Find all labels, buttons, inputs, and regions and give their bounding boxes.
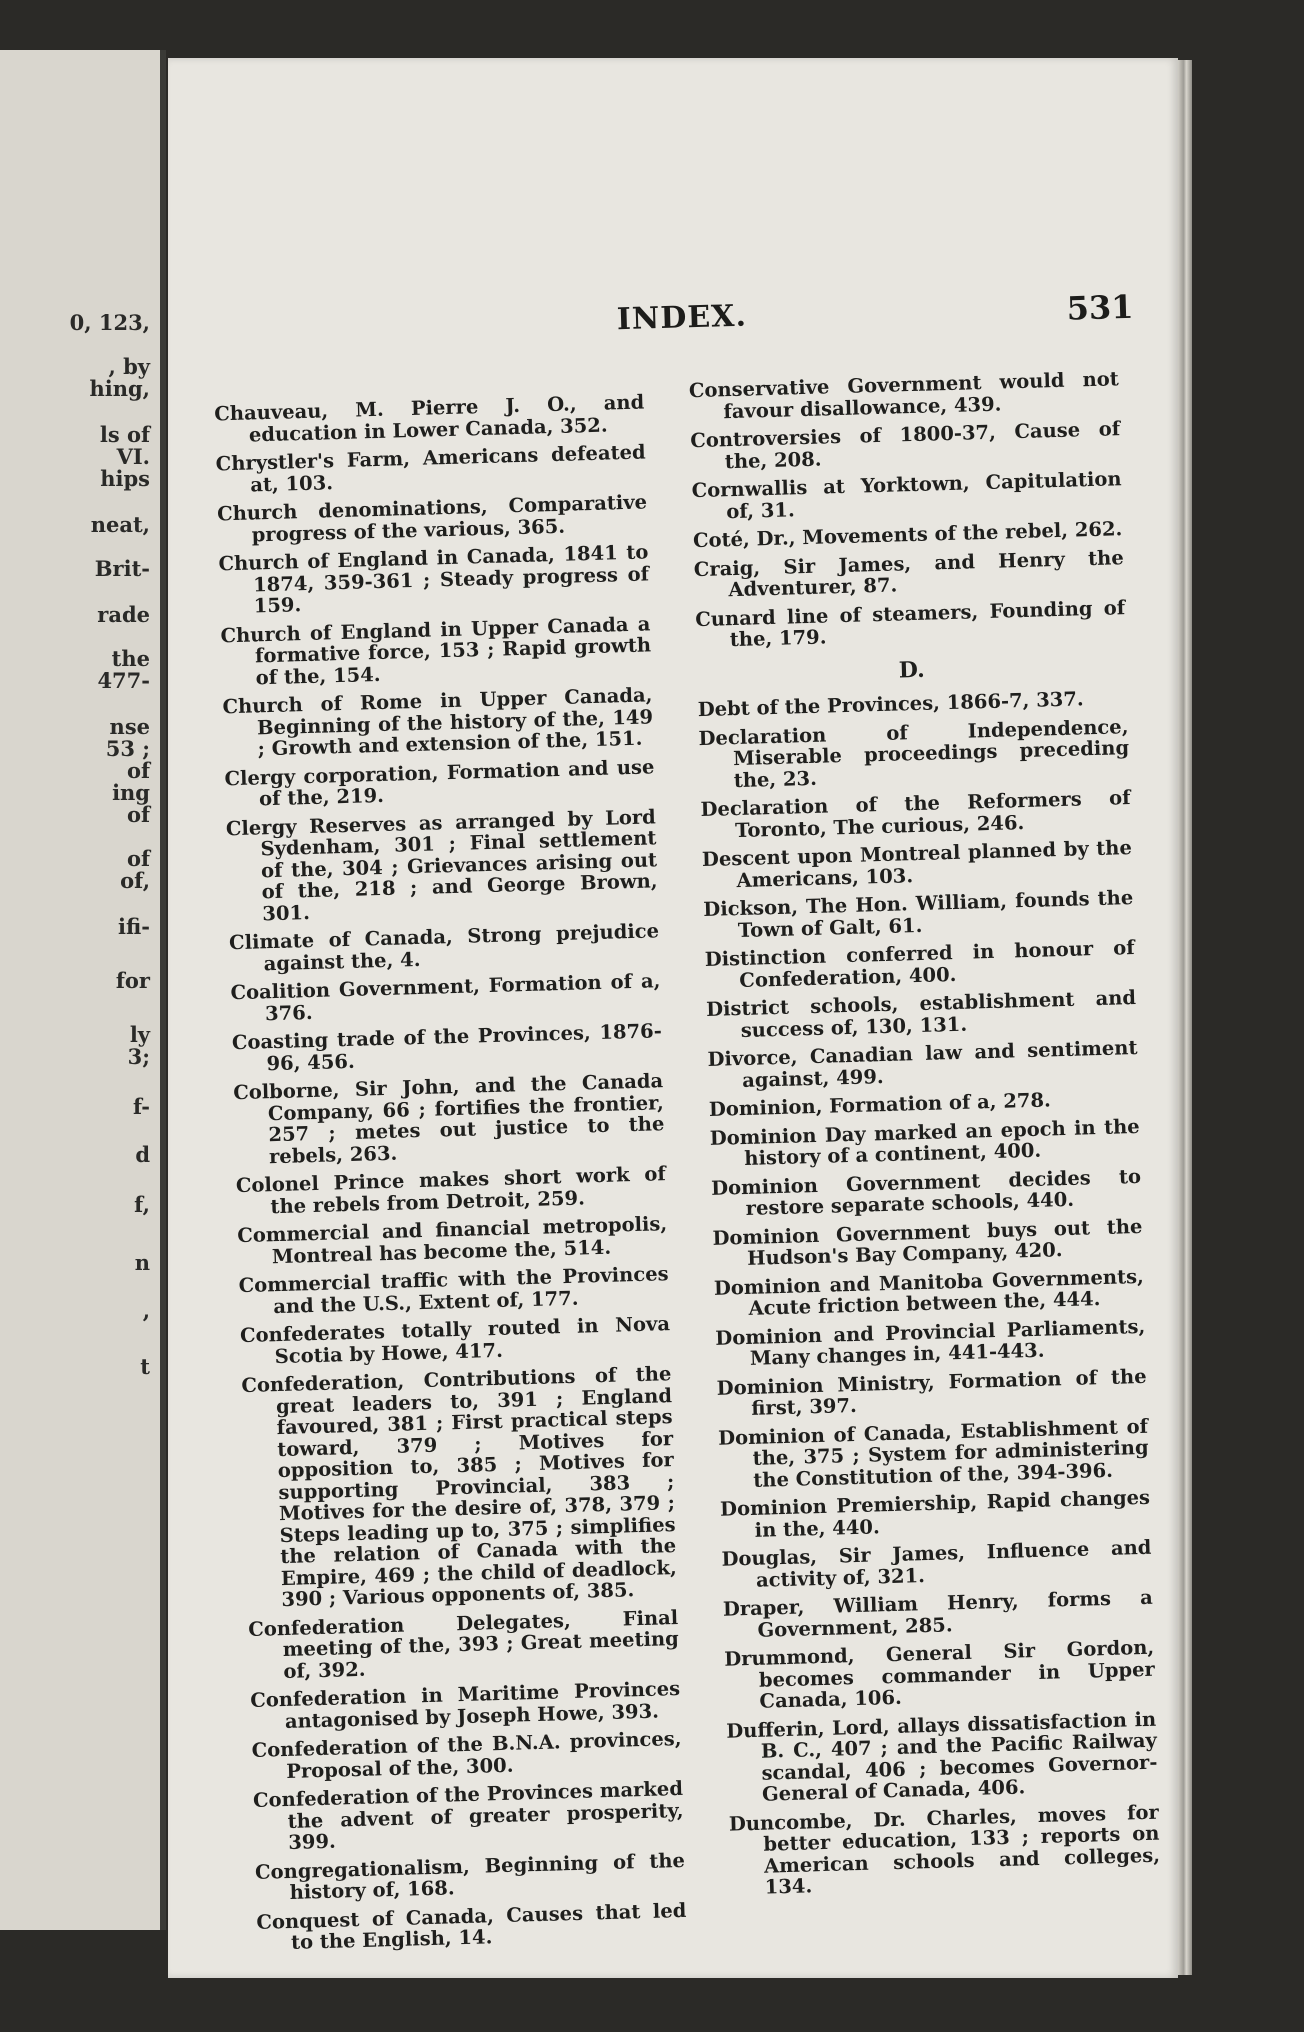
index-entry: Divorce, Canadian law and sentiment against, 499. [707, 1035, 1138, 1092]
index-column-left [214, 391, 687, 1961]
facing-page-fragment: 0, 123, [69, 310, 150, 335]
facing-page-fragment: f- [132, 1094, 150, 1119]
index-entry: Dominion Premiership, Rapid changes in the, 440. [719, 1485, 1151, 1542]
index-entry: Douglas, Sir James, Influence and activity of, 321. [721, 1535, 1152, 1592]
facing-page-fragment: t [140, 1354, 150, 1379]
facing-page-fragment: 477- [97, 668, 150, 693]
facing-page-fragment: f, [134, 1192, 150, 1217]
index-entry: Controversies of 1800-37, Cause of the, 208. [689, 417, 1121, 473]
index-entry: Chrystler's Farm, Americans defeated at, 103. [215, 440, 646, 496]
page-title: INDEX. [616, 298, 748, 338]
index-entry: Climate of Canada, Strong prejudice against the, 4. [228, 919, 660, 975]
facing-page-fragment: ly [129, 1022, 150, 1047]
index-entry: Confederation of the B.N.A. provinces, Proposal of the, 300. [251, 1726, 682, 1783]
index-entry: Cornwallis at Yorktown, Capitulation of, 31. [691, 467, 1122, 523]
page-content [160, 47, 1223, 1994]
index-entry: Dominion Day marked an epoch in the history of a continent, 400. [709, 1114, 1140, 1170]
index-entry: Clergy corporation, Formation and use of the, 219. [224, 754, 655, 811]
section-letter-heading: D. [898, 656, 926, 683]
index-entry: Clergy Reserves as arranged by Lord Sydenham, 301 ; Final settlement of the, 304 ; Grievances arising out of the, 218 ; and George Brown, 301. [225, 804, 658, 925]
index-entry: Dickson, The Hon. William, founds the Town of Galt, 61. [703, 886, 1134, 942]
index-entry: Distinction conferred in honour of Confederation, 400. [704, 935, 1135, 992]
index-entry: Coasting trade of the Provinces, 1876-96, 456. [231, 1019, 663, 1075]
index-entry: Dominion Government decides to restore separate schools, 440. [710, 1164, 1142, 1220]
index-entry: Confederates totally routed in Nova Scotia by Howe, 417. [239, 1312, 671, 1368]
index-entry: Colborne, Sir John, and the Canada Company, 66 ; fortifies the frontier, 257 ; metes out justice to the rebels, 263. [232, 1069, 665, 1168]
index-entry: Confederation in Maritime Provinces antagonised by Joseph Howe, 393. [249, 1676, 681, 1733]
index-entry: Colonel Prince makes short work of the rebels from Detroit, 259. [235, 1162, 667, 1218]
index-entry: Drummond, General Sir Gordon, becomes commander in Upper Canada, 106. [723, 1635, 1156, 1713]
index-entry: Commercial and financial metropolis, Montreal has become the, 514. [236, 1212, 668, 1268]
facing-page-fragment: , [142, 1298, 150, 1323]
facing-page [0, 50, 166, 1930]
facing-page-fragment: n [134, 1250, 150, 1275]
index-entry: Debt of the Provinces, 1866-7, 337. [697, 687, 1084, 722]
facing-page-fragment: 53 ; [105, 736, 150, 761]
index-entry: Church denominations, Comparative progress of the various, 365. [216, 490, 648, 546]
facing-page-fragment: of [126, 758, 150, 783]
facing-page-fragment: VI. [116, 444, 150, 469]
index-entry: Dominion Ministry, Formation of the first, 397. [716, 1364, 1147, 1420]
index-entry: Confederation Delegates, Final meeting of the, 393 ; Great meeting of, 392. [247, 1605, 680, 1683]
facing-page-fragment: for [115, 968, 150, 993]
index-entry: Chauveau, M. Pierre J. O., and education in Lower Canada, 352. [214, 390, 645, 447]
facing-page-fragment: d [135, 1142, 150, 1167]
facing-page-fragment: ifi- [118, 914, 150, 939]
index-entry: Church of Rome in Upper Canada, Beginning of the history of the, 149 ; Growth and extension of the, 151. [222, 683, 654, 761]
index-entry: Coté, Dr., Movements of the rebel, 262. [692, 517, 1123, 553]
index-entry: Commercial traffic with the Provinces and the U.S., Extent of, 177. [238, 1262, 669, 1318]
facing-page-fragment: ing [112, 780, 150, 805]
facing-page-fragment: hips [100, 466, 150, 491]
index-page [168, 58, 1178, 1978]
index-entry: Confederation, Contributions of the great leaders to, 391 ; England favoured, 381 ; First practical steps toward, 379 ; Motives for opposition to, 385 ; Motives for supporting Provincial, 383 ; Motives for the desire of, 378, 379 ; Steps leading up to, 375 ; simplifies the relation of Canada with the Empire, 469 ; the child of deadlock, 390 ; Various opponents of, 385. [241, 1362, 678, 1612]
index-entry: Conquest of Canada, Causes that led to the English, 14. [256, 1898, 687, 1954]
page-header [167, 287, 1178, 375]
index-entry: Congregationalism, Beginning of the history of, 168. [254, 1848, 686, 1904]
index-entry: Confederation of the Provinces marked the advent of greater prosperity, 399. [252, 1776, 684, 1854]
index-entry: Dominion and Manitoba Governments, Acute friction between the, 444. [713, 1264, 1145, 1320]
facing-page-fragment: ls of [99, 422, 150, 447]
index-entry: Descent upon Montreal planned by the Americans, 103. [701, 836, 1133, 892]
page-edge [1178, 60, 1192, 1975]
index-entry: Coalition Government, Formation of a, 376. [230, 969, 661, 1025]
facing-page-fragment: 3; [127, 1044, 150, 1069]
facing-page-fragment: nse [109, 714, 150, 739]
facing-page-fragment: hing, [89, 376, 150, 401]
facing-page-fragment: rade [97, 602, 150, 627]
index-entry: Dominion and Provincial Parliaments, Many changes in, 441-443. [715, 1314, 1146, 1370]
index-entry: Declaration of the Reformers of Toronto, The curious, 246. [700, 786, 1131, 842]
facing-page-fragment: of [126, 846, 150, 871]
index-entry: Duncombe, Dr. Charles, moves for better education, 133 ; reports on American schools and colleges, 134. [728, 1800, 1161, 1899]
index-entry: Dufferin, Lord, allays dissatisfaction in B. C., 407 ; and the Pacific Railway scandal, 406 ; becomes Governor-General of Canada, 406. [725, 1707, 1158, 1806]
facing-page-fragment: neat, [90, 512, 150, 537]
index-entry: Church of England in Upper Canada a formative force, 153 ; Rapid growth of the, 154. [220, 611, 652, 689]
index-entry: Church of England in Canada, 1841 to 1874, 359-361 ; Steady progress of 159. [218, 540, 650, 618]
index-entry: Dominion, Formation of a, 278. [708, 1088, 1052, 1121]
facing-page-fragment: Brit- [94, 556, 150, 581]
index-entry: Declaration of Independence, Miserable proceedings preceding the, 23. [698, 714, 1130, 792]
index-entry: Cunard line of steamers, Founding of the, 179. [694, 595, 1126, 652]
index-entry: Dominion Government buys out the Hudson's Bay Company, 420. [712, 1214, 1143, 1270]
facing-page-fragment: , by [108, 354, 150, 379]
index-entry: Draper, William Henry, forms a Government, 285. [722, 1585, 1154, 1642]
index-entry: Craig, Sir James, and Henry the Adventurer, 87. [693, 545, 1125, 602]
facing-page-fragment: the [111, 646, 150, 671]
index-entry: Conservative Government would not favour disallowance, 439. [688, 367, 1120, 423]
page-number: 531 [1066, 287, 1135, 328]
index-entry: Dominion of Canada, Establishment of the, 375 ; System for administering the Constitution of the, 394-396. [717, 1414, 1149, 1492]
facing-page-fragment: of [126, 802, 150, 827]
index-column-right [689, 368, 1161, 1906]
index-entry: District schools, establishment and success of, 130, 131. [705, 985, 1137, 1042]
facing-page-fragment: of, [120, 868, 150, 893]
